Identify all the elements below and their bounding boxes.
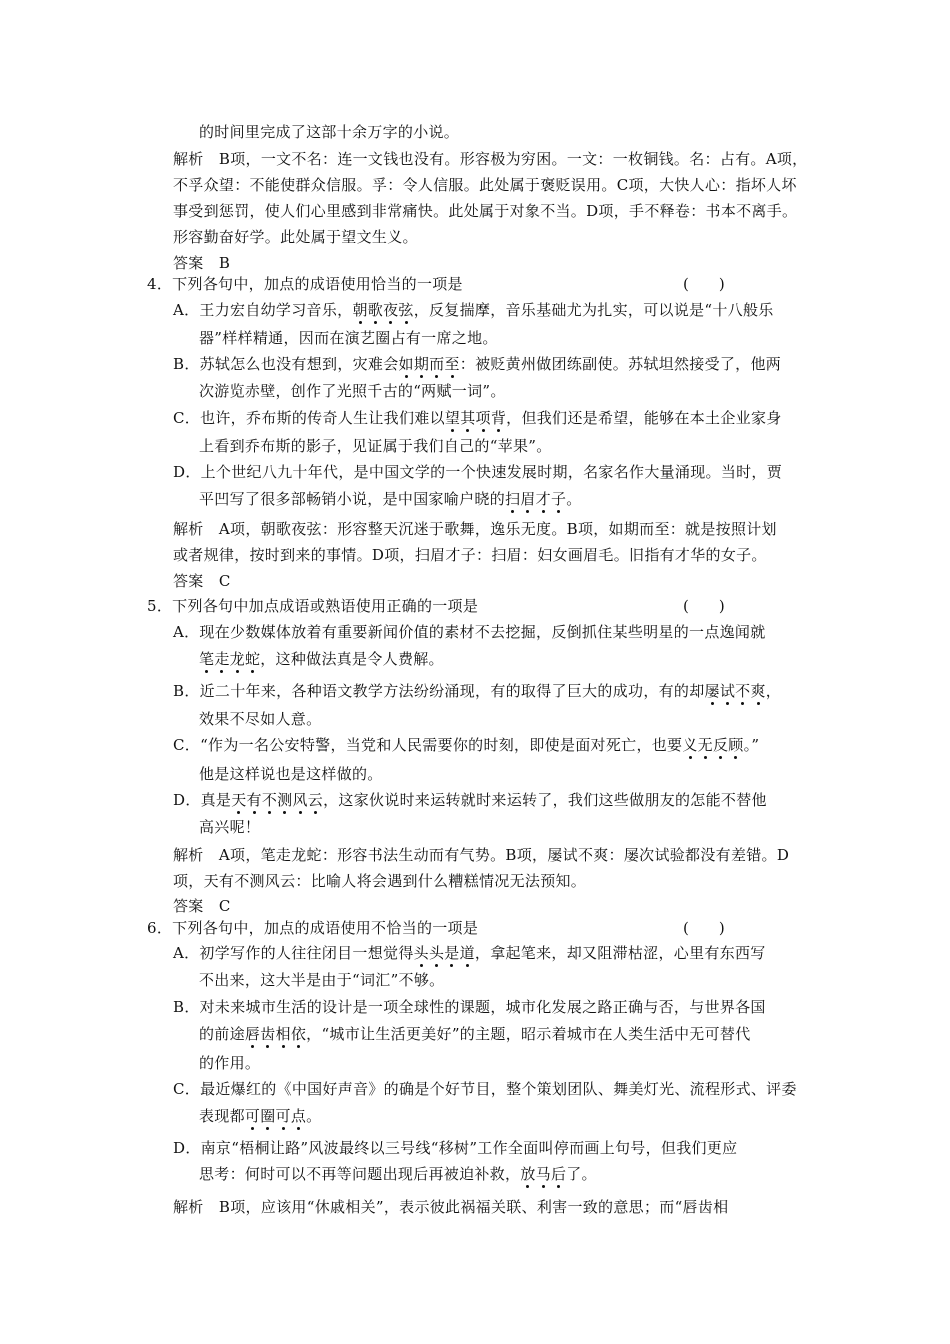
prev-explanation-line-3: 事受到惩罚，使人们心里感到非常痛快。此处属于对象不当。D项，手不释卷：书本不离手。 xyxy=(173,202,798,220)
q6-option-d-line-1: D．南京“梧桐让路”风波最终以三号线“移树”工作全面叫停而画上句号，但我们更应 xyxy=(173,1139,738,1157)
dotted-idiom: 屡试不爽 xyxy=(704,682,766,700)
q6-explanation-line-1: 解析 B项，应该用“休戚相关”，表示彼此祸福关联、利害一致的意思；而“唇齿相 xyxy=(173,1198,729,1216)
q5-option-c-line-2: 他是这样说也是这样做的。 xyxy=(199,765,383,783)
q5-stem: 5．下列各句中加点成语或熟语使用正确的一项是 xyxy=(147,597,479,615)
q4-answer-blank: ( ) xyxy=(683,275,725,293)
q4-option-c-line-2: 上看到乔布斯的影子，见证属于我们自己的“苹果”。 xyxy=(199,437,552,455)
dotted-idiom: 天有不测风云 xyxy=(231,791,324,809)
prev-explanation-line-4: 形容勤奋好学。此处属于望文生义。 xyxy=(173,228,418,246)
dotted-idiom: 头头是道 xyxy=(413,944,475,962)
q5-answer-blank: ( ) xyxy=(683,597,725,615)
q4-option-b-line-1: B．苏轼怎么也没有想到，灾难会如期而至：被贬黄州做团练副使。苏轼坦然接受了，他两 xyxy=(173,355,782,373)
q6-stem: 6．下列各句中，加点的成语使用不恰当的一项是 xyxy=(147,919,479,937)
prev-explanation-line-2: 不孚众望：不能使群众信服。孚：令人信服。此处属于褒贬误用。C项，大快人心：指坏人坏 xyxy=(173,176,797,194)
q4-stem: 4．下列各句中，加点的成语使用恰当的一项是 xyxy=(147,275,463,293)
q6-option-a-line-1: A．初学写作的人往往闭目一想觉得头头是道，拿起笔来，却又阻滞枯涩，心里有东西写 xyxy=(173,944,766,962)
prev-explanation-line-1: 解析 B项，一文不名：连一文钱也没有。形容极为穷困。一文：一枚铜钱。名：占有。A项， xyxy=(173,150,808,168)
q4-option-b-line-2: 次游览赤壁，创作了光照千古的“两赋一词”。 xyxy=(199,382,506,400)
dotted-idiom: 唇齿相依 xyxy=(244,1025,307,1043)
q5-answer: 答案 C xyxy=(173,897,231,915)
q4-option-a-line-2: 器”样样精通，因而在演艺圈占有一席之地。 xyxy=(199,329,498,347)
dotted-idiom: 义无反顾 xyxy=(682,736,744,754)
dotted-idiom: 扫眉才子 xyxy=(505,490,567,508)
q5-option-c-line-1: C．“作为一名公安特警，当党和人民需要你的时刻，即使是面对死亡，也要义无反顾。” xyxy=(173,736,760,754)
q4-option-d-line-2: 平凹写了很多部畅销小说，是中国家喻户晓的扫眉才子。 xyxy=(199,490,582,508)
dotted-idiom: 笔走龙蛇 xyxy=(199,650,261,668)
q6-option-b-line-2: 的前途唇齿相依，“城市让生活更美好”的主题，昭示着城市在人类生活中无可替代 xyxy=(199,1025,751,1043)
q5-option-a-line-2: 笔走龙蛇，这种做法真是令人费解。 xyxy=(199,650,444,668)
q5-option-a-line-1: A．现在少数媒体放着有重要新闻价值的素材不去挖掘，反倒抓住某些明星的一点逸闻就 xyxy=(173,623,766,641)
q6-option-b-line-3: 的作用。 xyxy=(199,1054,261,1072)
dotted-idiom: 望其项背 xyxy=(444,409,507,427)
q4-option-c-line-1: C．也许，乔布斯的传奇人生让我们难以望其项背，但我们还是希望，能够在本土企业家身 xyxy=(173,409,782,427)
dotted-idiom: 如期而至 xyxy=(398,355,460,373)
prev-option-continuation: 的时间里完成了这部十余万字的小说。 xyxy=(199,123,460,141)
dotted-idiom: 可圈可点 xyxy=(244,1107,307,1125)
q4-option-d-line-1: D．上个世纪八九十年代，是中国文学的一个快速发展时期，名家名作大量涌现。当时，贾 xyxy=(173,463,783,481)
q5-explanation-line-2: 项，天有不测风云：比喻人将会遇到什么糟糕情况无法预知。 xyxy=(173,872,587,890)
q6-answer-blank: ( ) xyxy=(683,919,725,937)
q4-explanation-line-1: 解析 A项，朝歌夜弦：形容整天沉迷于歌舞，逸乐无度。B项，如期而至：就是按照计划 xyxy=(173,520,777,538)
q6-option-c-line-2: 表现都可圈可点。 xyxy=(199,1107,322,1125)
q6-option-c-line-1: C．最近爆红的《中国好声音》的确是个好节目，整个策划团队、舞美灯光、流程形式、评委 xyxy=(173,1080,797,1098)
q5-option-d-line-1: D．真是天有不测风云，这家伙说时来运转就时来运转了，我们这些做朋友的怎能不替他 xyxy=(173,791,767,809)
q4-option-a-line-1: A．王力宏自幼学习音乐，朝歌夜弦，反复揣摩，音乐基础尤为扎实，可以说是“十八般乐 xyxy=(173,301,774,319)
q6-option-d-line-2: 思考：何时可以不再等问题出现后再被迫补救，放马后了。 xyxy=(199,1165,597,1183)
q6-option-a-line-2: 不出来，这大半是由于“词汇”不够。 xyxy=(199,971,445,989)
prev-answer: 答案 B xyxy=(173,254,231,272)
q4-explanation-line-2: 或者规律，按时到来的事情。D项，扫眉才子：扫眉：妇女画眉毛。旧指有才华的女子。 xyxy=(173,546,767,564)
q5-option-b-line-2: 效果不尽如人意。 xyxy=(199,710,322,728)
q6-option-b-line-1: B．对未来城市生活的设计是一项全球性的课题，城市化发展之路正确与否，与世界各国 xyxy=(173,998,766,1016)
dotted-idiom: 放马后 xyxy=(520,1165,567,1183)
q5-option-b-line-1: B．近二十年来，各种语文教学方法纷纷涌现，有的取得了巨大的成功，有的却屡试不爽， xyxy=(173,682,782,700)
q5-explanation-line-1: 解析 A项，笔走龙蛇：形容书法生动而有气势。B项，屡试不爽：屡次试验都没有差错。D xyxy=(173,846,790,864)
q4-answer: 答案 C xyxy=(173,572,231,590)
dotted-idiom: 朝歌夜弦 xyxy=(352,301,414,319)
q5-option-d-line-2: 高兴呢！ xyxy=(199,818,261,836)
